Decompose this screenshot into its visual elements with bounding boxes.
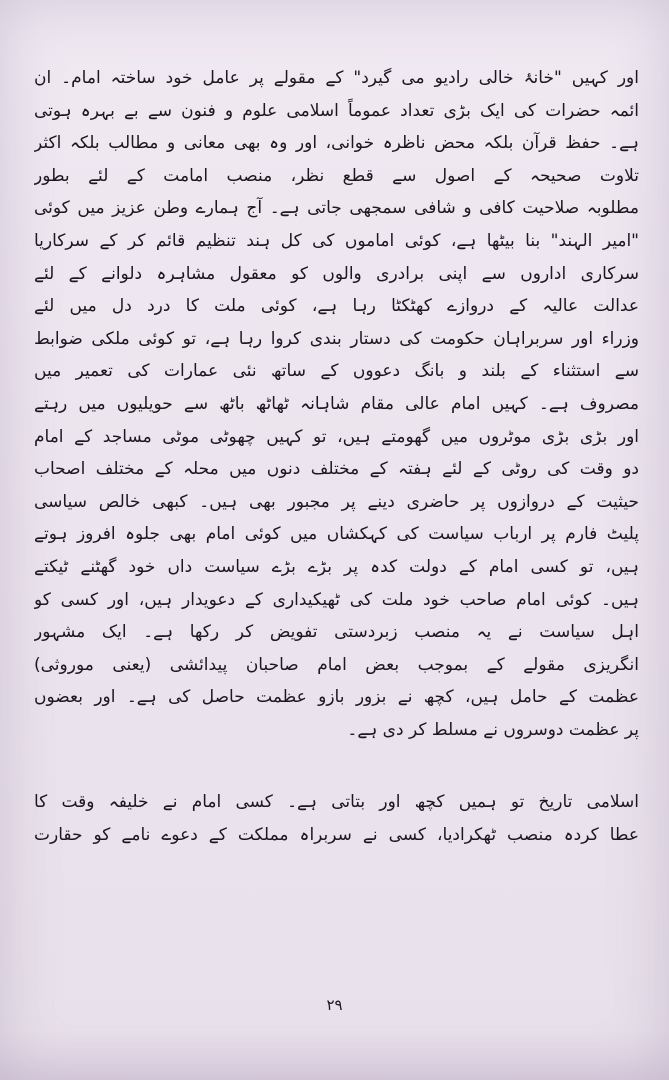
text-line: پر عظمت دوسروں نے مسلط کر دی ہے۔ bbox=[347, 719, 639, 740]
text-line: انگریزی مقولے کے بموجب بعض امام صاحبان پیدائشی (یعنی موروثی) bbox=[34, 654, 639, 675]
text-line: عظمت کے حامل ہیں، کچھ نے بزور بازو عظمت حاصل کی ہے۔ اور بعضوں bbox=[34, 687, 639, 708]
text-line: وزراء اور سربراہان حکومت کی دستار بندی کروا رہا ہے، تو کوئی ملکی ضوابط bbox=[34, 328, 639, 349]
text-line: اہل سیاست نے یہ منصب زبردستی تفویض کر رکھا ہے۔ ایک مشہور bbox=[34, 622, 639, 643]
page-number: ۲۹ bbox=[326, 996, 343, 1014]
text-line: اور بڑی بڑی موٹروں میں گھومتے ہیں، تو کہیں چھوٹی موٹی مساجد کے امام bbox=[34, 426, 639, 447]
text-line: عدالت عالیہ کے دروازے کھٹکٹا رہا ہے، کوئی ملت کا درد دل میں لئے bbox=[34, 296, 639, 317]
text-line: پلیٹ فارم پر ارباب سیاست کی کہکشاں میں کوئی امام بھی جلوہ افروز ہوتے bbox=[34, 524, 639, 545]
text-line: دو وقت کی روٹی کے لئے ہفتہ کے مختلف دنوں میں محلہ کے مختلف اصحاب bbox=[34, 459, 639, 480]
text-line: مطلوبہ صلاحیت کافی و شافی سمجھی جاتی ہے۔ آج ہمارے وطن عزیز میں کوئی bbox=[34, 198, 639, 219]
text-line: ائمہ حضرات کی ایک بڑی تعداد عموماً اسلامی علوم و فنون سے بے بہرہ ہوتی bbox=[34, 100, 639, 121]
text-line: ہیں۔ کوئی امام صاحب خود ملت کی ٹھیکیداری کے دعویدار ہیں، اور کسی کو bbox=[34, 589, 639, 610]
paragraph-gap bbox=[34, 746, 639, 786]
page-body-text bbox=[34, 62, 639, 852]
text-line: اور کہیں "خانۂ خالی رادیو می گیرد" کے مقولے پر عامل خود ساختہ امام۔ ان bbox=[34, 68, 639, 88]
paragraph-2 bbox=[34, 786, 639, 851]
text-line: سرکاری اداروں سے اپنی برادری والوں کو معقول مشاہرہ دلوانے کے لئے bbox=[34, 263, 639, 284]
text-line: سے استثناء کے بلند و بانگ دعووں کے ساتھ نئی عمارات کی تعمیر میں bbox=[34, 361, 639, 382]
text-line: مصروف ہے۔ کہیں امام عالی مقام شاہانہ ٹھاٹھ باٹھ سے حویلیوں میں رہتے bbox=[34, 393, 639, 414]
text-line: حیثیت کے دروازوں پر حاضری دینے پر مجبور بھی ہیں۔ کبھی خالص سیاسی bbox=[34, 491, 639, 512]
text-line: "امیر الہند" بنا بیٹھا ہے، کوئی اماموں کی کل ہند تنظیم قائم کر کے سرکاریا bbox=[34, 230, 639, 251]
text-line: ہے۔ حفظ قرآن بلکہ محض ناظرہ خوانی، اور وہ بھی معانی و مطالب بلکہ اکثر bbox=[34, 133, 639, 154]
text-line: اسلامی تاریخ تو ہمیں کچھ اور بتاتی ہے۔ کسی امام نے خلیفہ وقت کا bbox=[34, 792, 639, 813]
paragraph-1 bbox=[34, 62, 639, 746]
page-bottom-margin bbox=[0, 1030, 669, 1080]
text-line: ہیں، تو کسی امام کے دولت کدہ پر بڑے بڑے سیاست داں خود گھٹنے ٹیکتے bbox=[34, 556, 639, 577]
text-line: تلاوت صحیحہ کے اصول سے قطع نظر، منصب امامت کے لئے بطور bbox=[34, 165, 639, 186]
text-line: عطا کردہ منصب ٹھکرادیا، کسی نے سربراہ مملکت کے دعوے نامے کو حقارت bbox=[34, 825, 639, 846]
